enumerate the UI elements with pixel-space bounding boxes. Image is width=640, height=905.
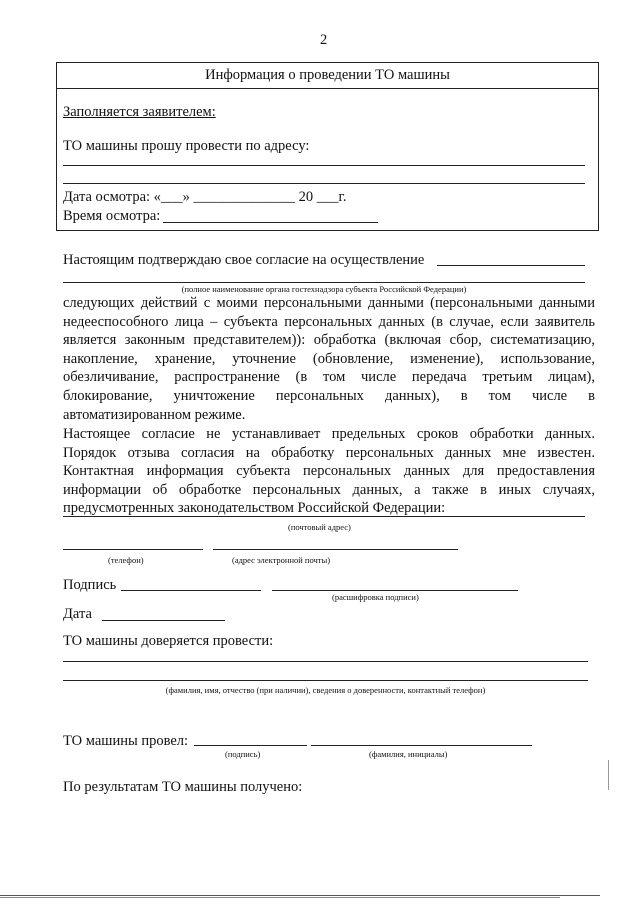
- inspection-time-line[interactable]: [163, 222, 378, 223]
- consent-p1-line: накопление, хранение, уточнение (обновление, изменение), использование,: [63, 350, 595, 367]
- date-label: Дата: [63, 606, 92, 622]
- consent-p1-line: недееспособного лица – субъекта персональных данных (в случае, если заявитель: [63, 313, 595, 330]
- trusted-line-2[interactable]: [63, 680, 588, 681]
- email-line[interactable]: [213, 549, 458, 550]
- address-line-2[interactable]: [63, 183, 585, 184]
- inspection-date-field[interactable]: Дата осмотра: «___» ______________ 20 ___г.: [63, 189, 347, 205]
- filled-by-label: Заполняется заявителем:: [63, 104, 216, 120]
- box-title-divider: [56, 88, 599, 89]
- trusted-label: ТО машины доверяется провести:: [63, 633, 274, 649]
- consent-p1-line: обезличивание, распространение (в том числе передача третьим лицам),: [63, 369, 595, 386]
- signature-label: Подпись: [63, 577, 117, 593]
- postal-address-line[interactable]: [63, 516, 585, 517]
- authority-line-2[interactable]: [63, 282, 585, 283]
- scan-bottom-edge-2: [0, 897, 560, 898]
- page-number: 2: [320, 32, 328, 48]
- consent-lead: Настоящим подтверждаю свое согласие на осуществление: [63, 252, 425, 268]
- authority-caption: (полное наименование органа гостехнадзора субъекта Российской Федерации): [181, 284, 467, 294]
- consent-p1-line: автоматизированном режиме.: [63, 406, 246, 423]
- consent-p2-line: информации об обработке персональных данных, а также в иных случаях,: [63, 481, 595, 498]
- consent-p1-line: блокирование, уничтожение персональных данных), в том числе в: [63, 387, 595, 404]
- trusted-line-1[interactable]: [63, 661, 588, 662]
- email-caption: (адрес электронной почты): [232, 555, 331, 565]
- consent-p2-line: Порядок отзыва согласия на обработку персональных данных мне известен.: [63, 444, 595, 461]
- address-line-1[interactable]: [63, 165, 585, 166]
- signature-decode-caption: (расшифровка подписи): [332, 592, 419, 602]
- authority-line-1[interactable]: [437, 265, 585, 266]
- inspection-time-label: Время осмотра:: [63, 208, 161, 224]
- consent-p2-line: Контактная информация субъекта персональных данных для предоставления: [63, 463, 595, 480]
- result-label: По результатам ТО машины получено:: [63, 779, 303, 795]
- performed-label: ТО машины провел:: [63, 733, 189, 749]
- scan-edge-mark: [608, 760, 609, 790]
- address-request-label: ТО машины прошу провести по адресу:: [63, 138, 310, 154]
- consent-paragraph-2: [63, 425, 595, 518]
- consent-paragraph-1: [63, 294, 595, 424]
- consent-p1-line: является законным представителем)): обработка (включая сбор, систематизацию,: [63, 332, 595, 349]
- performed-name-line[interactable]: [311, 745, 532, 746]
- trusted-caption: (фамилия, имя, отчество (при наличии), сведения о доверенности, контактный телефон): [165, 685, 486, 695]
- performed-signature-caption: (подпись): [225, 749, 261, 759]
- performed-name-caption: (фамилия, инициалы): [369, 749, 448, 759]
- signature-decode-line[interactable]: [272, 590, 518, 591]
- box-title: Информация о проведении ТО машины: [205, 67, 450, 83]
- phone-caption: (телефон): [108, 555, 144, 565]
- consent-p2-line: Настоящее согласие не устанавливает предельных сроков обработки данных.: [63, 426, 595, 442]
- performed-signature-line[interactable]: [194, 745, 307, 746]
- date-line[interactable]: [102, 620, 225, 621]
- postal-caption: (почтовый адрес): [288, 522, 351, 532]
- signature-line[interactable]: [121, 590, 261, 591]
- consent-p2-line: предусмотренных законодательством Российской Федерации:: [63, 500, 446, 517]
- phone-line[interactable]: [63, 549, 203, 550]
- consent-p1-line: следующих действий с моими персональными данными (персональными данными: [63, 295, 595, 311]
- scan-bottom-edge: [0, 895, 600, 896]
